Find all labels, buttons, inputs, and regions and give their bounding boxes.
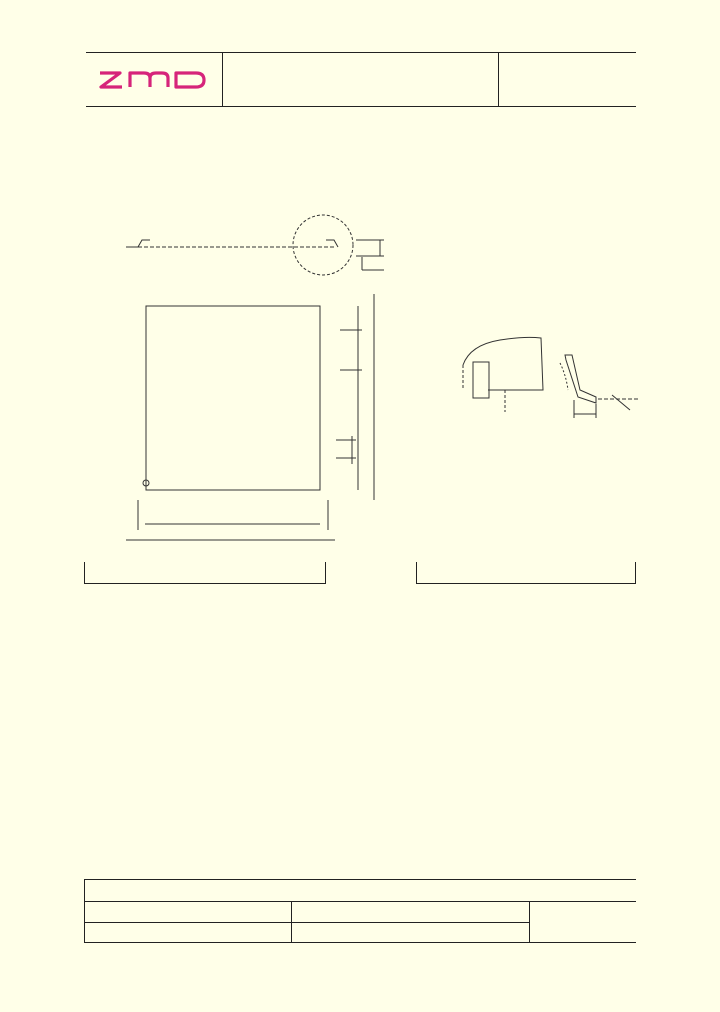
table-sub-group-c1 [416, 562, 636, 584]
package-drawing [0, 200, 720, 560]
detail-z-circle [293, 215, 353, 275]
zmd-logo [98, 66, 210, 92]
table-b1-title [85, 562, 326, 584]
top-view [126, 294, 374, 540]
side-view [126, 215, 384, 275]
table-c1-title [417, 562, 636, 584]
package-body [146, 306, 320, 490]
footer-box [84, 879, 636, 943]
table-sub-group-b1 [84, 562, 326, 584]
zmd-logo-graphic [98, 66, 210, 92]
detail-z-view [463, 337, 640, 418]
